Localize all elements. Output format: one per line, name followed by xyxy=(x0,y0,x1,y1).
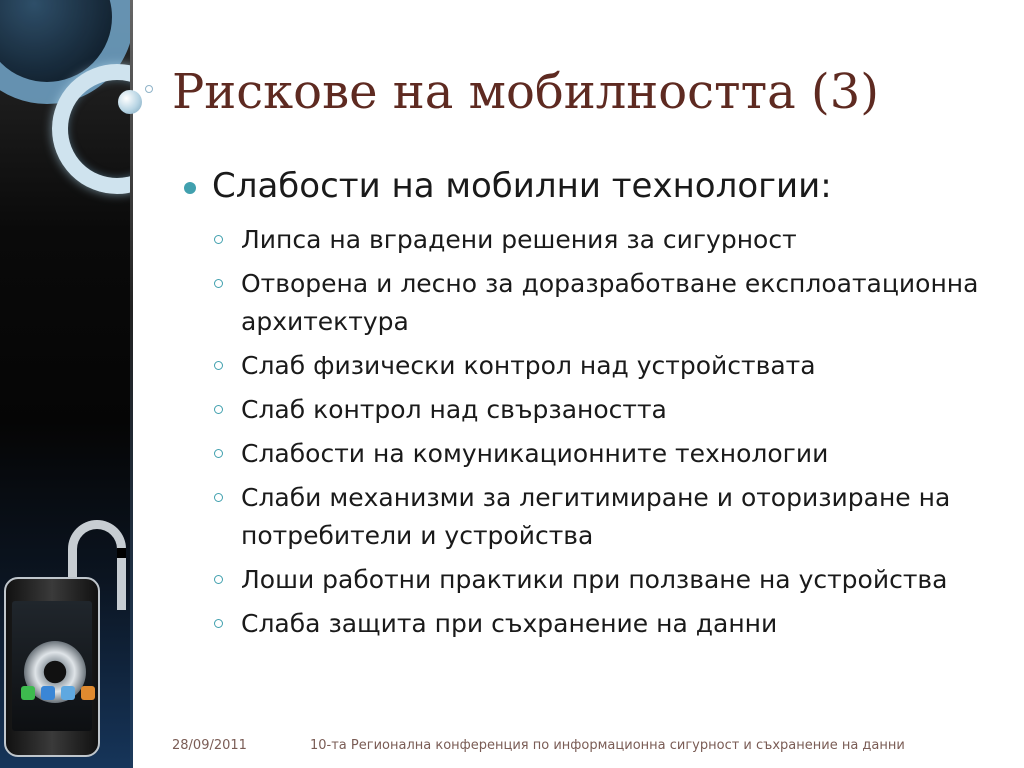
hollow-bullet-icon xyxy=(214,575,223,584)
main-bullet xyxy=(184,166,1004,207)
mail-app-icon xyxy=(41,686,55,700)
sub-bullet xyxy=(214,435,1004,473)
sub-bullet-list xyxy=(184,221,1004,643)
panel-edge xyxy=(130,0,133,768)
footer-date: 28/09/2011 xyxy=(172,738,247,753)
filled-bullet-icon xyxy=(184,182,196,194)
phone-app-icon xyxy=(21,686,35,700)
sub-bullet xyxy=(214,479,1004,555)
sub-bullet xyxy=(214,265,1004,341)
sub-bullet xyxy=(214,347,1004,385)
sub-bullet xyxy=(214,605,1004,643)
sub-bullet-text: Слаб контрол над свързаността xyxy=(241,394,667,424)
sub-bullet xyxy=(214,561,1004,599)
music-app-icon xyxy=(81,686,95,700)
hollow-bullet-icon xyxy=(214,405,223,414)
hollow-bullet-icon xyxy=(214,235,223,244)
decorative-dot-small xyxy=(145,85,153,93)
slide-content xyxy=(184,166,1004,649)
hollow-bullet-icon xyxy=(214,493,223,502)
browser-app-icon xyxy=(61,686,75,700)
sub-bullet-text: Слаба защита при съхранение на данни xyxy=(241,608,778,638)
hollow-bullet-icon xyxy=(214,279,223,288)
hollow-bullet-icon xyxy=(214,449,223,458)
sub-bullet-text: Лоши работни практики при ползване на устройства xyxy=(241,564,948,594)
sub-bullet-text: Слаби механизми за легитимиране и оторизиране на потребители и устройства xyxy=(241,482,951,550)
sub-bullet-text: Слаб физически контрол над устройствата xyxy=(241,350,816,380)
hollow-bullet-icon xyxy=(214,619,223,628)
padlock-shackle-gap xyxy=(117,548,126,558)
hollow-bullet-icon xyxy=(214,361,223,370)
footer-text: 10-та Регионална конференция по информационна сигурност и съхранение на данни xyxy=(310,738,905,753)
phone-screen xyxy=(12,601,92,731)
phone-app-dock xyxy=(18,683,98,703)
sub-bullet-text: Отворена и лесно за доразработване експлоатационна архитектура xyxy=(241,268,979,336)
slide-title: Рискове на мобилността (3) xyxy=(172,64,879,120)
decorative-dot-large xyxy=(118,90,142,114)
main-bullet-text: Слабости на мобилни технологии: xyxy=(212,166,832,206)
sub-bullet xyxy=(214,391,1004,429)
sub-bullet-text: Слабости на комуникационните технологии xyxy=(241,438,829,468)
sub-bullet xyxy=(214,221,1004,259)
locked-phone-icon xyxy=(4,577,100,757)
sub-bullet-text: Липса на вградени решения за сигурност xyxy=(241,224,797,254)
decorative-side-panel xyxy=(0,0,133,768)
